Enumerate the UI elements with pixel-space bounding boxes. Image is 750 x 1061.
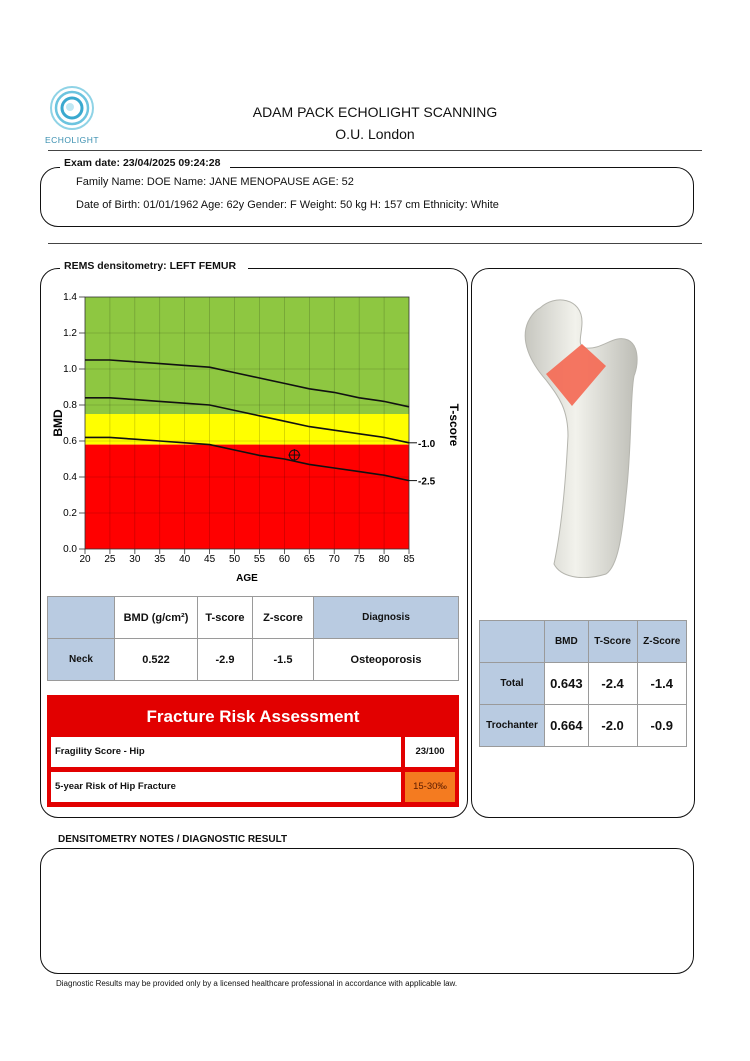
y-tick-label: 1.0	[63, 364, 77, 375]
hip-risk-value-cell	[405, 772, 455, 802]
x-tick-label: 30	[129, 554, 141, 565]
trochanter-bmd-value: 0.664	[545, 705, 589, 747]
x-tick-label: 40	[179, 554, 191, 565]
y-tick-label: 1.2	[63, 328, 77, 339]
femur-row-label-total: Total	[480, 663, 545, 705]
bmd-chart	[40, 285, 468, 590]
fracture-risk-panel	[47, 695, 459, 807]
fragility-value: 23/100	[415, 746, 445, 757]
neck-header-tscore: T-score	[198, 597, 253, 639]
trochanter-tscore-value: -2.0	[588, 705, 637, 747]
fragility-row	[51, 737, 401, 767]
fracture-risk-title: Fracture Risk Assessment	[146, 707, 360, 726]
y-tick-label: 1.4	[63, 292, 77, 303]
right-axis-label: T-score	[447, 403, 461, 447]
report-title: ADAM PACK ECHOLIGHT SCANNING	[252, 104, 498, 120]
neck-diagnosis-value: Osteoporosis	[314, 639, 459, 681]
x-tick-label: 20	[79, 554, 91, 565]
patient-divider	[48, 243, 702, 244]
neck-table-corner	[48, 597, 115, 639]
notes-box	[40, 848, 694, 974]
neck-header-bmd: BMD (g/cm²)	[115, 597, 198, 639]
neck-zscore-value: -1.5	[253, 639, 314, 681]
neck-bmd-value: 0.522	[115, 639, 198, 681]
disclaimer: Diagnostic Results may be provided only by a licensed healthcare professional in accordance with applicable law.	[56, 979, 458, 988]
neck-row-label: Neck	[48, 639, 115, 681]
y-axis-label: BMD	[51, 409, 65, 437]
y-tick-label: 0.4	[63, 472, 77, 483]
y-tick-label: 0.6	[63, 436, 77, 447]
x-tick-label: 25	[104, 554, 116, 565]
x-tick-label: 35	[154, 554, 166, 565]
x-tick-label: 50	[228, 554, 241, 565]
femur-table-corner	[480, 621, 545, 663]
header-divider	[48, 150, 702, 151]
femur-row-label-trochanter: Trochanter	[480, 705, 545, 747]
x-tick-label: 55	[253, 554, 266, 565]
total-zscore-value: -1.4	[637, 663, 687, 705]
t-score-label: -1.0	[418, 438, 436, 450]
zone-osteopenia	[85, 414, 409, 445]
x-axis-label: AGE	[236, 573, 258, 584]
hip-risk-value: 15-30‰	[413, 781, 447, 792]
x-tick-label: 85	[403, 554, 415, 565]
patient-line-1: Family Name: DOE Name: JANE MENOPAUSE AGE: 52	[76, 176, 354, 188]
t-score-label: -2.5	[418, 476, 436, 488]
hip-risk-row	[51, 772, 401, 802]
zone-normal	[85, 297, 409, 414]
femur-table	[479, 620, 687, 747]
y-tick-label: 0.8	[63, 400, 77, 411]
total-bmd-value: 0.643	[545, 663, 589, 705]
x-tick-label: 45	[204, 554, 216, 565]
total-tscore-value: -2.4	[588, 663, 637, 705]
report-subtitle: O.U. London	[335, 126, 415, 142]
neck-table	[47, 596, 459, 681]
notes-title: DENSITOMETRY NOTES / DIAGNOSTIC RESULT	[58, 834, 288, 845]
neck-header-zscore: Z-score	[253, 597, 314, 639]
neck-header-diagnosis: Diagnosis	[314, 597, 459, 639]
fragility-value-cell	[405, 737, 455, 767]
trochanter-zscore-value: -0.9	[637, 705, 687, 747]
femur-header-tscore: T-Score	[588, 621, 637, 663]
densitometry-legend: REMS densitometry: LEFT FEMUR	[60, 260, 248, 272]
patient-line-2: Date of Birth: 01/01/1962 Age: 62y Gender: F Weight: 50 kg H: 157 cm Ethnicity: White	[76, 199, 499, 211]
y-tick-label: 0.2	[63, 508, 77, 519]
femur-header-zscore: Z-Score	[637, 621, 687, 663]
zone-osteoporosis	[85, 445, 409, 549]
femur-image	[510, 296, 660, 578]
neck-tscore-value: -2.9	[198, 639, 253, 681]
femur-header-bmd: BMD	[545, 621, 589, 663]
x-tick-label: 60	[278, 554, 290, 565]
x-tick-label: 75	[353, 554, 365, 565]
exam-date: Exam date: 23/04/2025 09:24:28	[60, 157, 230, 169]
x-tick-label: 80	[378, 554, 390, 565]
x-tick-label: 70	[328, 554, 340, 565]
hip-risk-label: 5-year Risk of Hip Fracture	[55, 781, 176, 792]
x-tick-label: 65	[303, 554, 315, 565]
femur-bone-icon	[525, 300, 637, 578]
fragility-label: Fragility Score - Hip	[55, 746, 145, 757]
y-tick-label: 0.0	[63, 544, 77, 555]
logo-text: ECHOLIGHT	[44, 135, 100, 145]
